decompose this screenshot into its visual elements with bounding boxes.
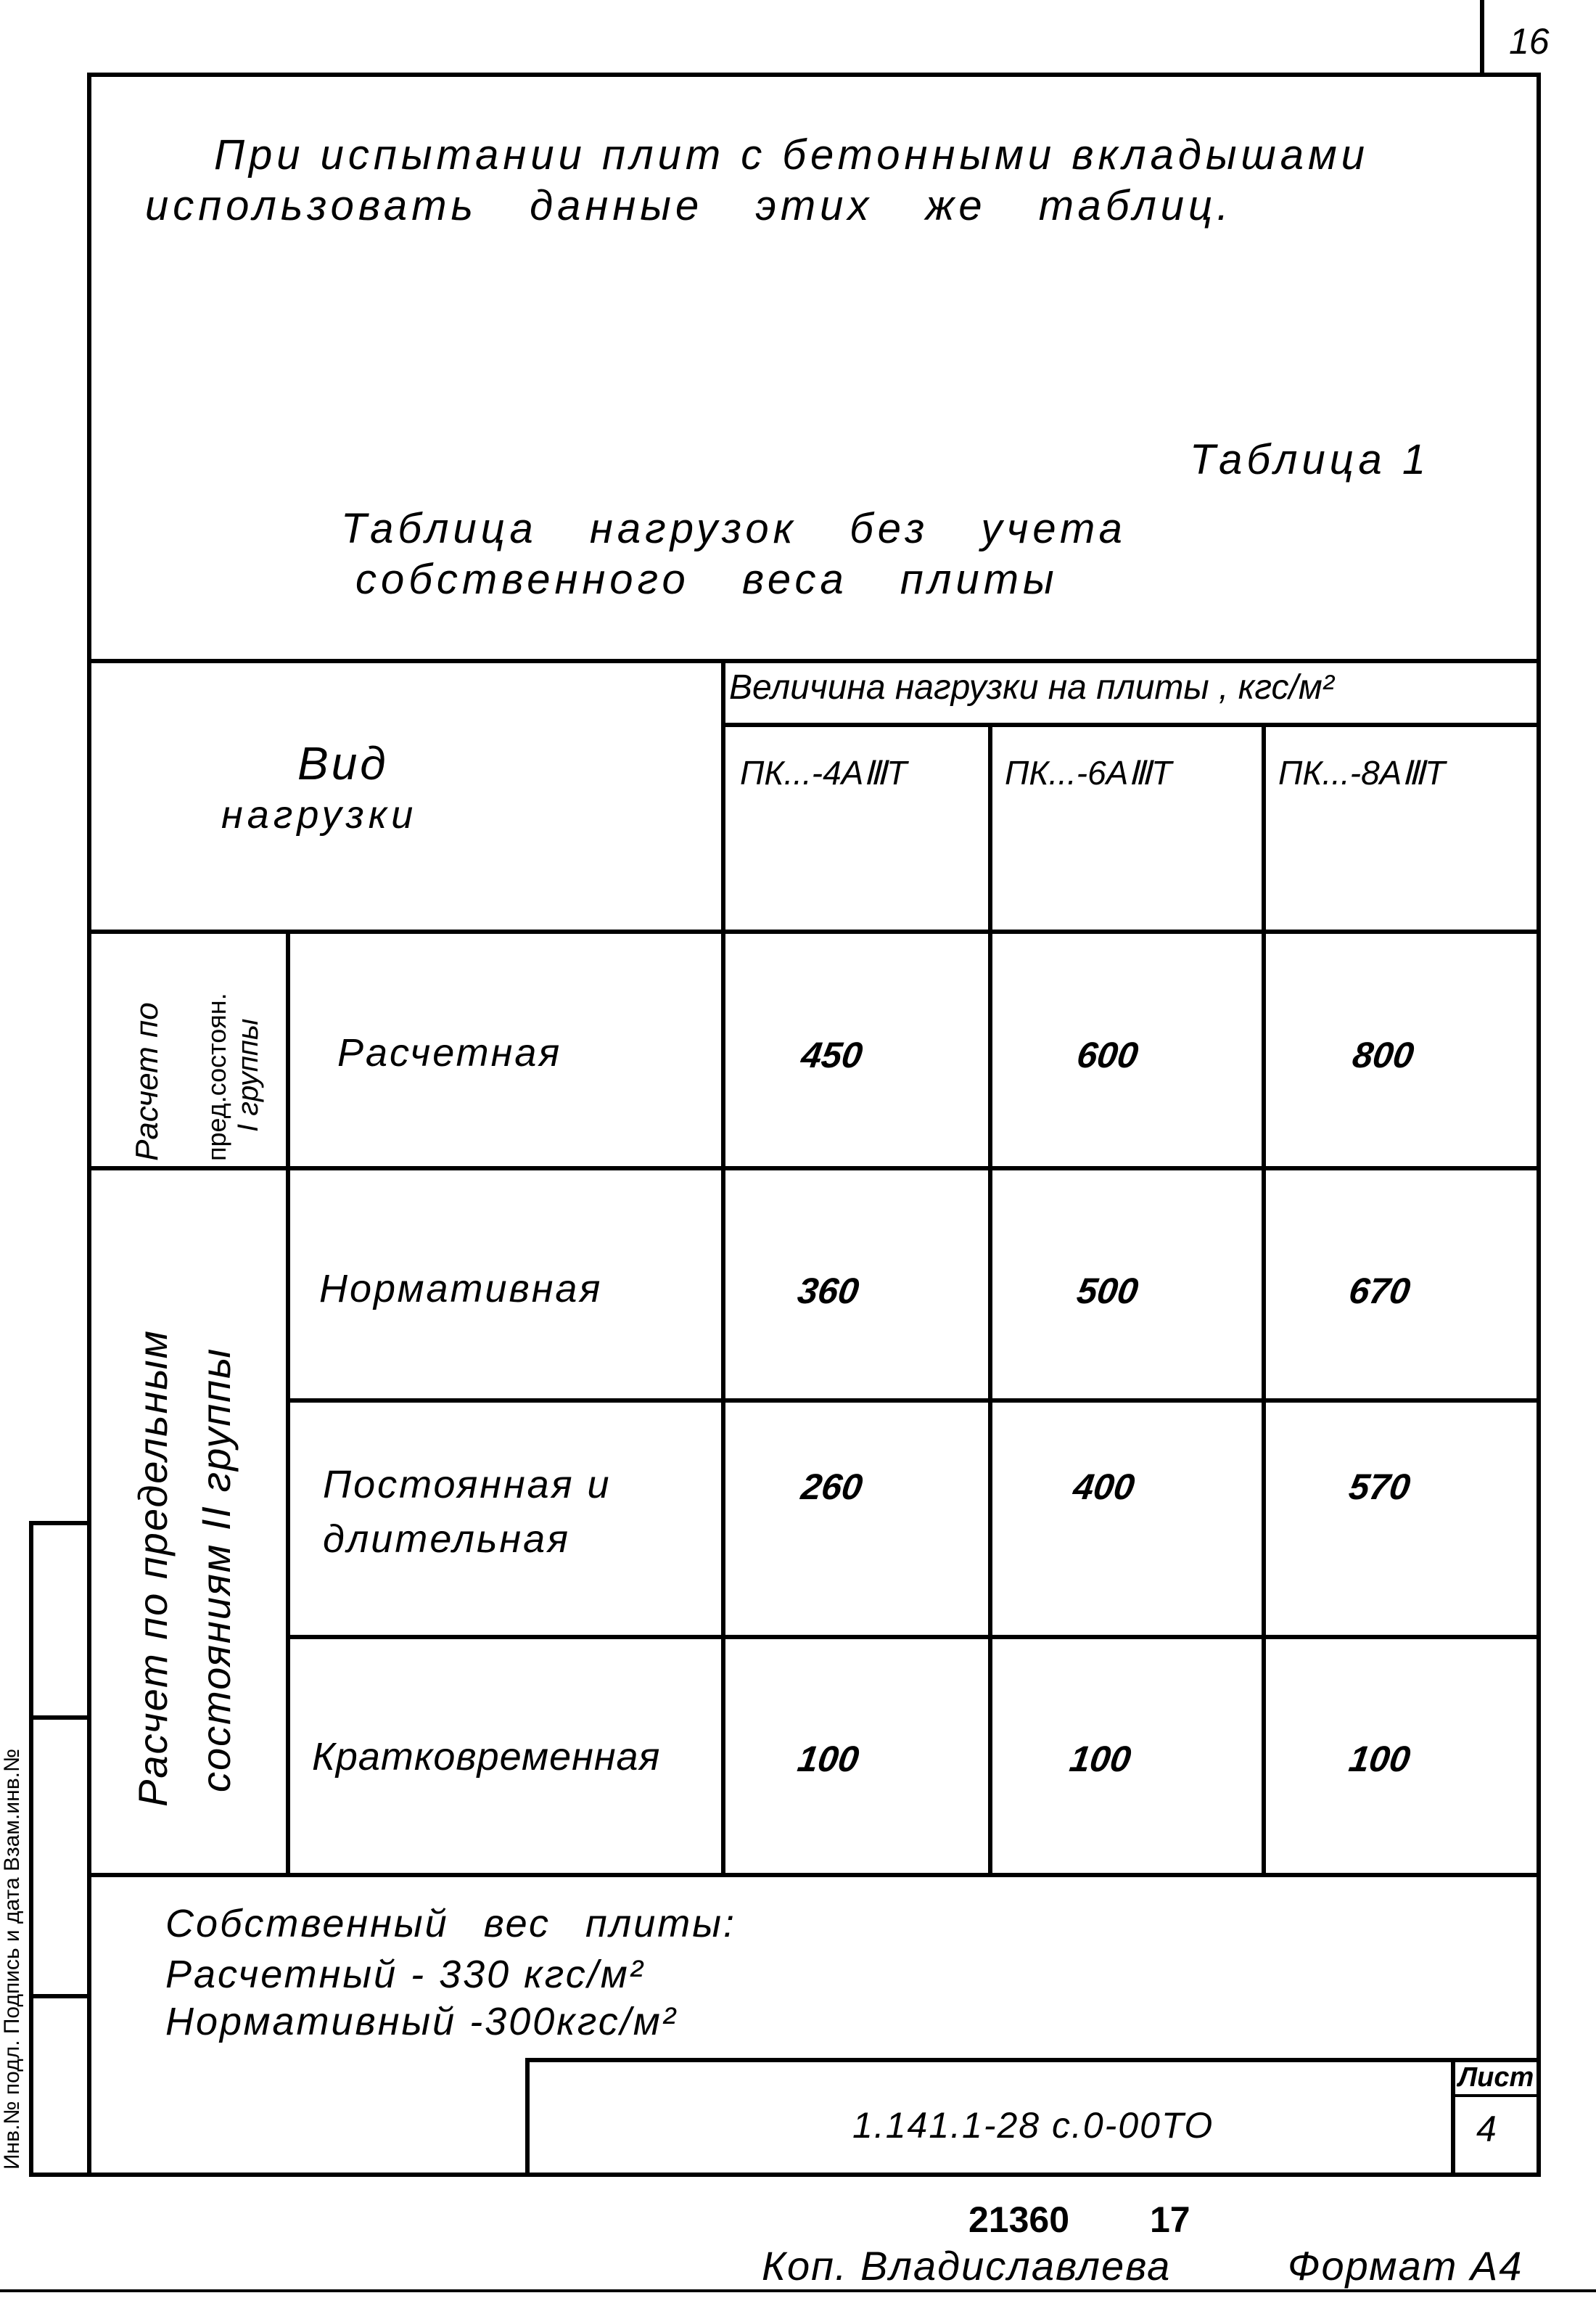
sheet-label: Лист <box>1458 2062 1534 2093</box>
row-name-permanent-line-2: длительная <box>323 1517 571 1561</box>
group1-label-line-3: I группы <box>232 1018 264 1132</box>
column-header-8: ПК...-8АⅢТ <box>1278 754 1446 792</box>
sheet-number-top: 16 <box>1509 21 1550 62</box>
inventory-number: 21360 <box>968 2199 1070 2240</box>
cell-short-term-6: 100 <box>1067 1739 1134 1779</box>
column-header-6: ПК...-6АⅢТ <box>1005 754 1172 792</box>
cell-permanent-4: 260 <box>799 1466 865 1507</box>
row-name-normative: Нормативная <box>319 1267 603 1310</box>
group1-label-line-1: Расчет по <box>129 1002 165 1161</box>
group1-label-line-2: пред.состоян. <box>202 993 231 1161</box>
own-weight-normative: Нормативный -300кгс/м² <box>165 2000 678 2043</box>
cell-permanent-6: 400 <box>1071 1466 1138 1507</box>
document-designation: 1.141.1-28 с.0-00ТО <box>852 2105 1214 2146</box>
copy-number: 17 <box>1150 2199 1190 2240</box>
sheet-value: 4 <box>1476 2109 1497 2149</box>
side-stamp <box>29 1521 91 2177</box>
cell-permanent-8: 570 <box>1346 1466 1413 1507</box>
group2-label-line-1: Расчет по предельным <box>130 1329 176 1807</box>
cell-design-4: 450 <box>799 1035 865 1075</box>
own-weight-design: Расчетный - 330 кгс/м² <box>165 1953 645 1996</box>
own-weight-title: Собственный вес плиты: <box>165 1902 736 1945</box>
cell-design-6: 600 <box>1074 1035 1141 1075</box>
cell-short-term-8: 100 <box>1346 1739 1413 1779</box>
load-type-header-line-1: Вид <box>297 737 389 789</box>
row-name-design: Расчетная <box>337 1031 562 1075</box>
row-name-short-term: Кратковременная <box>312 1735 661 1779</box>
value-header: Величина нагрузки на плиты , кгс/м² <box>729 668 1334 707</box>
load-type-header-line-2: нагрузки <box>221 793 418 837</box>
table-title-line-2: собственного веса плиты <box>355 556 1058 603</box>
row-name-permanent-line-1: Постоянная и <box>323 1463 612 1506</box>
side-stamp-text: Инв.№ подл. Подпись и дата Взам.инв.№ <box>0 1748 24 2170</box>
cell-normative-8: 670 <box>1346 1271 1413 1311</box>
cell-normative-6: 500 <box>1074 1271 1141 1311</box>
table-label: Таблица 1 <box>1190 436 1431 483</box>
note-line-1: При испытании плит с бетонными вкладышами <box>214 131 1369 179</box>
cell-design-8: 800 <box>1350 1035 1417 1075</box>
copied-by: Коп. Владиславлева <box>762 2243 1172 2289</box>
page-frame <box>87 73 1541 2177</box>
note-line-2: использовать данные этих же таблиц. <box>145 182 1233 229</box>
paper-format: Формат А4 <box>1288 2243 1523 2289</box>
column-header-4: ПК...-4АⅢТ <box>740 754 908 792</box>
cell-short-term-4: 100 <box>795 1739 862 1779</box>
table-title-line-1: Таблица нагрузок без учета <box>341 505 1127 552</box>
cell-normative-4: 360 <box>795 1271 862 1311</box>
group2-label-line-2: состояниям II группы <box>193 1347 239 1792</box>
